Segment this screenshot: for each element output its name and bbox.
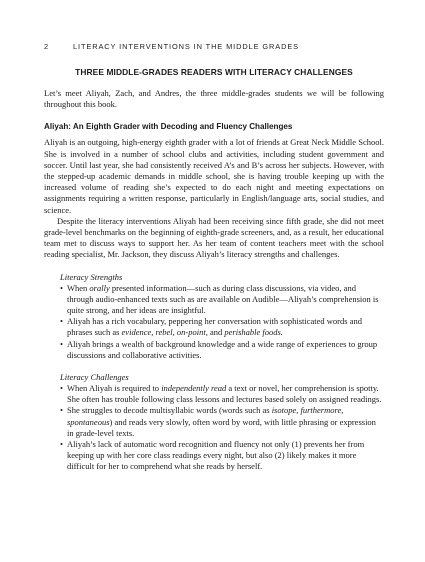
list-item [60,316,384,338]
list-item-text [67,405,376,437]
text-run: When [67,282,90,293]
section-title: THREE MIDDLE-GRADES READERS WITH LITERACY CHALLENGES [75,67,353,77]
bullet-icon: • [60,316,63,327]
text-run: When Aliyah is required to [67,383,162,394]
emphasized-text: evidence, rebel, on-point, [121,327,208,338]
bullet-icon: • [60,338,63,349]
list-item [60,405,384,439]
text-run: She struggles to decode multisyllabic words (words such as [67,405,272,416]
list-item-text [67,339,377,360]
emphasized-text: perishable foods. [224,327,283,338]
emphasized-text: independently read [161,383,227,394]
text-run: Aliyah’s lack of automatic word recognition and fluency not only (1) prevents her from keeping up with her core class readings every night, but also (2) likely makes it more difficult for her to comprehend what she reads by herself. [67,439,365,472]
challenges-heading: Literacy Challenges [60,372,129,383]
running-header [44,42,384,51]
text-run: Aliyah has a rich vocabulary, peppering her conversation with sophisticated words and phrases such as [67,316,362,338]
emphasized-text: isotope, furthermore, spontaneous [67,405,344,427]
running-title: LITERACY INTERVENTIONS IN THE MIDDLE GRADES [73,42,299,51]
strengths-list [44,283,384,361]
emphasized-text: orally [89,282,110,293]
strengths-heading: Literacy Strengths [60,271,123,282]
bullet-icon: • [60,282,63,293]
list-item-text [67,283,379,315]
text-run: ) and reads very slowly, often word by word, with little phrasing or expression in grade-level texts. [67,416,376,438]
text-run: Aliyah brings a wealth of background knowledge and a wide range of experiences to group discussions and collaborative activities. [67,338,378,360]
bullet-icon: • [60,405,63,416]
page-number: 2 [44,42,50,51]
list-item-text [67,383,381,404]
intro-paragraph: Let’s meet Aliyah, Zach, and Andres, the three middle-grades students we will be following throughout this book. [44,88,384,110]
list-item-text [67,316,362,337]
book-page [44,42,384,473]
subsection-heading: Aliyah: An Eighth Grader with Decoding and Fluency Challenges [44,122,293,132]
body-paragraph-1: Aliyah is an outgoing, high-energy eighth grader with a lot of friends at Great Neck Middle School. She is involved in a number of school clubs and activities, including student government and soccer. Until last year, she had consistently received A’s and B’s across her subjects. However, with the stepped-up academic demands in middle school, she is having trouble keeping up with the increased volume of reading she’s expected to do each night and meeting expectations on assignments requiring a written response, particularly in English/language arts, social studies, and science. [44,137,384,215]
bullet-icon: • [60,383,63,394]
list-item [60,283,384,317]
text-run: presented information—such as during class discussions, via video, and through audio-enhanced texts such as are available on Audible—Aliyah’s comprehension is quite strong, and her ideas are insightful. [67,282,379,316]
list-item [60,383,384,405]
challenges-list [44,383,384,473]
bullet-icon: • [60,439,63,450]
list-item-text [67,439,364,471]
list-item [60,439,384,473]
list-item [60,339,384,361]
body-paragraph-2: Despite the literacy interventions Aliyah had been receiving since fifth grade, she did not meet grade-level benchmarks on the beginning of eighth-grade screeners, and, as a result, her educational team met to discuss ways to support her. As her team of content teachers meet with the school reading specialist, Mr. Jackson, they discuss Aliyah’s literacy strengths and challenges. [44,215,384,260]
text-run: and [207,327,225,338]
text-run: a text or novel, her comprehension is spotty. She often has trouble following class lessons and lectures based solely on assigned readings. [67,383,382,405]
